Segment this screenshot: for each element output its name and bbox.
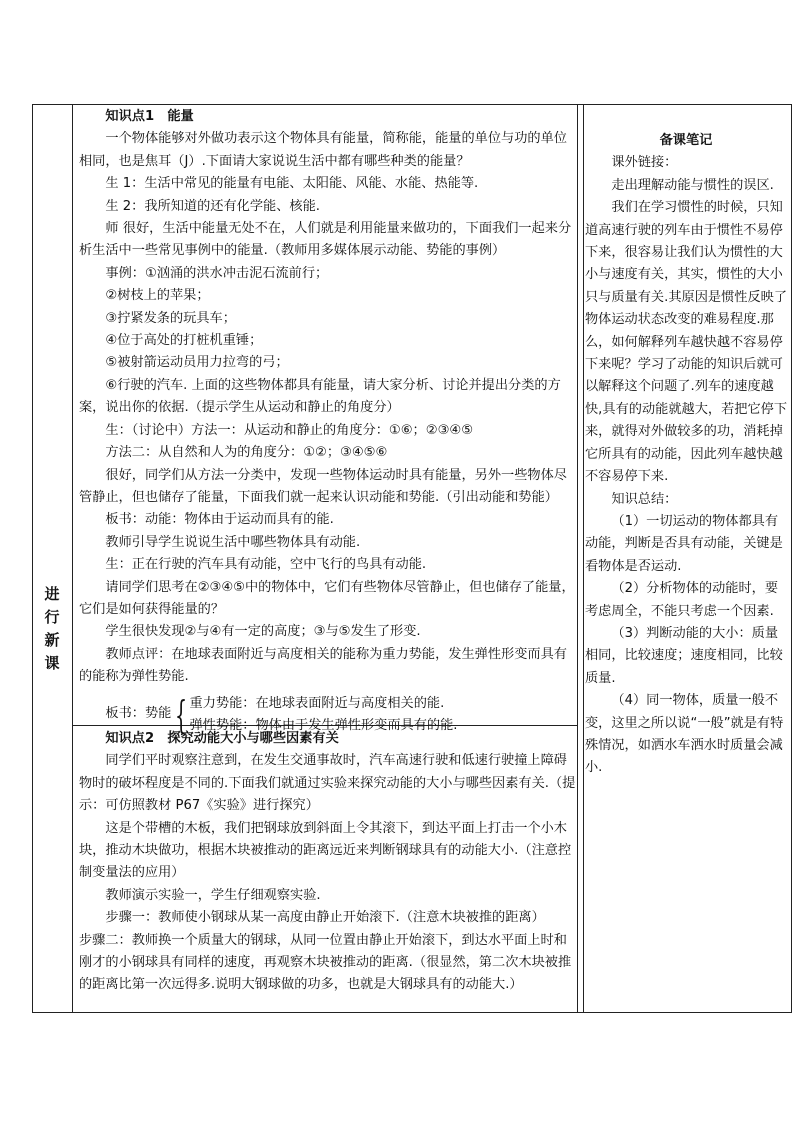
paragraph: 很好，同学们从方法一分类中，发现一些物体运动时具有能量，另外一些物体尽管静止，但也储存了能量，下面我们就一起来认识动能和势能.（引出动能和势能） — [79, 467, 567, 505]
paragraph: ②树枝上的苹果； — [105, 288, 210, 304]
note-paragraph: 知识总结： — [611, 491, 678, 507]
paragraph: ③拧紧发条的玩具车； — [105, 310, 236, 326]
divider-notes — [583, 104, 584, 1013]
paragraph: 请同学们思考在②③④⑤中的物体中，它们有些物体尽管静止，但也储存了能量，它们是如何获得能量的？ — [79, 579, 575, 617]
lesson-table — [32, 104, 792, 1013]
paragraph: ⑤被射箭运动员用力拉弯的弓； — [105, 355, 289, 371]
paragraph: 师 很好，生活中能量无处不在，人们就是利用能量来做功的，下面我们一起来分析生活中一些常见事例中的能量.（教师用多媒体展示动能、势能的事例） — [79, 221, 572, 259]
board-line: 重力势能：在地球表面附近与高度相关的能. — [189, 695, 445, 711]
paragraph: 步骤一：教师使小钢球从某一高度由静止开始滚下.（注意木块被推的距离） — [105, 910, 545, 926]
paragraph: 教师演示实验一，学生仔细观察实验. — [105, 887, 321, 903]
paragraph: 教师引导学生说说生活中哪些物体具有动能. — [105, 534, 361, 550]
paragraph: 生：正在行驶的汽车具有动能，空中飞行的鸟具有动能. — [105, 557, 427, 573]
note-paragraph: （3）判断动能的大小：质量相同，比较速度；速度相同，比较质量. — [585, 625, 783, 686]
paragraph: ④位于高处的打桩机重锤； — [105, 333, 263, 349]
paragraph: 一个物体能够对外做功表示这个物体具有能量，简称能，能量的单位与功的单位相同，也是焦耳（J）.下面请大家说说生活中都有哪些种类的能量？ — [79, 131, 567, 169]
paragraph: 学生很快发现②与④有一定的高度；③与⑤发生了形变. — [105, 624, 421, 640]
paragraph: 生：（讨论中）方法一：从运动和静止的角度分：①⑥；②③④⑤ — [105, 422, 474, 438]
board-line: 弹性势能：物体由于发生弹性形变而具有的能. — [189, 717, 458, 733]
section-1 — [79, 106, 579, 737]
side-label: 进 行 新 课 — [44, 585, 60, 672]
note-paragraph: （4）同一物体，质量一般不变，这里之所以说“一般”就是有特殊情况，如洒水车洒水时质量会减小. — [585, 693, 784, 776]
paragraph: 同学们平时观察注意到，在发生交通事故时，汽车高速行驶和低速行驶撞上障碍物时的破坏程度是不同的.下面我们就通过实验来探究动能的大小与哪些因素有关.（提示：可仿照教材 P67《实验》进行探究） — [79, 753, 576, 814]
paragraph: 这是个带槽的木板，我们把钢球放到斜面上令其滚下，到达平面上打击一个小木块，推动木块做功，根据木块被推动的距离远近来判断钢球具有的动能大小.（注意控制变量法的应用） — [79, 820, 572, 881]
board-label: 板书：势能 — [105, 706, 172, 722]
divider-left — [72, 104, 73, 1013]
section-2 — [79, 728, 579, 997]
paragraph: 步骤二：教师换一个质量大的钢球，从同一位置由静止开始滚下，到达水平面上时和刚才的小钢球具有同样的速度，再观察木块被推动的距离.（很显然，第二次木块被推的距离比第一次远得多.说明大钢球做的功多，也就是大钢球具有的动能大.） — [79, 932, 572, 993]
note-paragraph: （2）分析物体的动能时，要考虑周全，不能只考虑一个因素. — [585, 581, 779, 619]
paragraph: 方法二：从自然和人为的角度分：①②；③④⑤⑥ — [105, 445, 388, 461]
note-paragraph: 走出理解动能与惯性的误区. — [611, 177, 774, 193]
note-paragraph: （1）一切运动的物体都具有动能，判断是否具有动能，关键是看物体是否运动. — [585, 513, 783, 574]
notes-title: 备课笔记 — [659, 133, 713, 148]
paragraph: 事例：①汹涌的洪水冲击泥石流前行； — [105, 265, 329, 281]
note-paragraph: 课外链接： — [611, 155, 678, 171]
section-1-title: 知识点1 能量 — [105, 109, 194, 124]
paragraph: 生 2：我所知道的还有化学能、核能. — [105, 198, 320, 214]
paragraph: ⑥行驶的汽车. 上面的这些物体都具有能量，请大家分析、讨论并提出分类的方案，说出你的依据.（提示学生从运动和静止的角度分） — [79, 377, 561, 416]
brace-icon: { — [175, 692, 188, 737]
section-2-title: 知识点2 探究动能大小与哪些因素有关 — [105, 731, 339, 746]
note-paragraph: 我们在学习惯性的时候，只知道高速行驶的列车由于惯性不易停下来，很容易让我们认为惯性的大小与速度有关，其实，惯性的大小只与质量有关.其原因是惯性反映了物体运动状态改变的难易程度.那么，如何解释列车越快越不容易停下来呢？学习了动能的知识后就可以解释这个问题了.列车的速度越快,具有的动能就越大，若把它停下来，就得对外做较多的功，消耗掉它所具有的动能，因此列车越快越不容易停下来. — [585, 200, 788, 485]
paragraph: 生 1：生活中常见的能量有电能、太阳能、风能、水能、热能等. — [105, 176, 479, 192]
notes-column — [585, 124, 787, 780]
paragraph: 教师点评：在地球表面附近与高度相关的能称为重力势能，发生弹性形变而具有的能称为弹性势能. — [79, 646, 567, 685]
paragraph: 板书：动能：物体由于运动而具有的能. — [105, 512, 334, 528]
